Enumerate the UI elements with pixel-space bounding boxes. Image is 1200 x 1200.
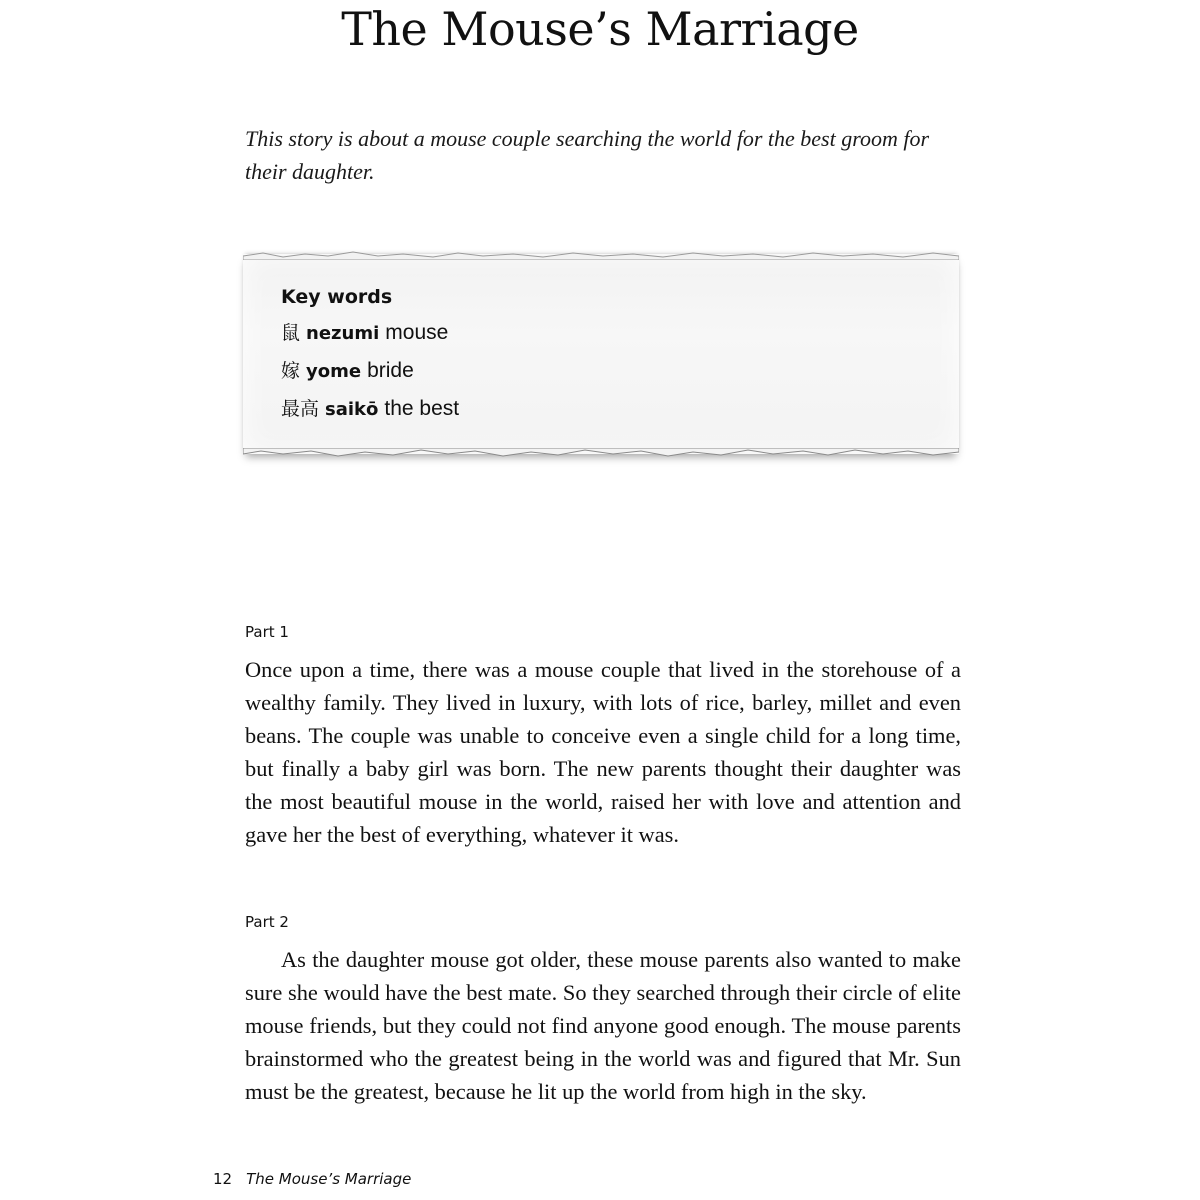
key-word-kanji: 最高 [281,398,320,420]
key-word-kanji: 嫁 [281,360,301,382]
part-2-label: Part 2 [245,913,289,931]
running-head: The Mouse’s Marriage [246,1170,412,1188]
key-words-heading: Key words [281,286,393,308]
page-footer [213,1169,411,1189]
part-1-paragraph: Once upon a time, there was a mouse couple that lived in the storehouse of a wealthy family. They lived in luxury, with lots of rice, barley, millet and even beans. The couple was unable to conceive even a single child for a long time, but finally a baby girl was born. The new parents thought their daughter was the most beautiful mouse in the world, raised her with love and attention and gave her the best of everything, whatever it was. [245,657,961,847]
torn-edge-bottom [243,448,959,458]
key-word-meaning: the best [384,397,460,420]
key-words-box [243,254,959,454]
torn-edge-top [243,250,959,260]
key-word-item [281,352,459,390]
key-word-item [281,390,459,428]
intro-text: This story is about a mouse couple searching the world for the best groom for their daughter. [245,126,930,184]
page-number: 12 [213,1170,233,1188]
part-2-paragraph: As the daughter mouse got older, these mouse parents also wanted to make sure she would have the best mate. So they searched through their circle of elite mouse friends, but they could not find anyone good enough. The mouse parents brainstormed who the greatest being in the world was and figured that Mr. Sun must be the greatest, because he lit up the world from high in the sky. [245,947,961,1104]
page-title: The Mouse’s Marriage [341,2,859,56]
key-word-romaji: saikō [325,399,379,420]
key-word-romaji: nezumi [306,323,380,344]
key-word-romaji: yome [306,361,362,382]
key-word-kanji: 鼠 [281,322,301,344]
part-1-label: Part 1 [245,623,289,641]
key-word-meaning: bride [367,359,414,382]
key-word-item [281,314,459,352]
key-word-meaning: mouse [385,321,449,344]
